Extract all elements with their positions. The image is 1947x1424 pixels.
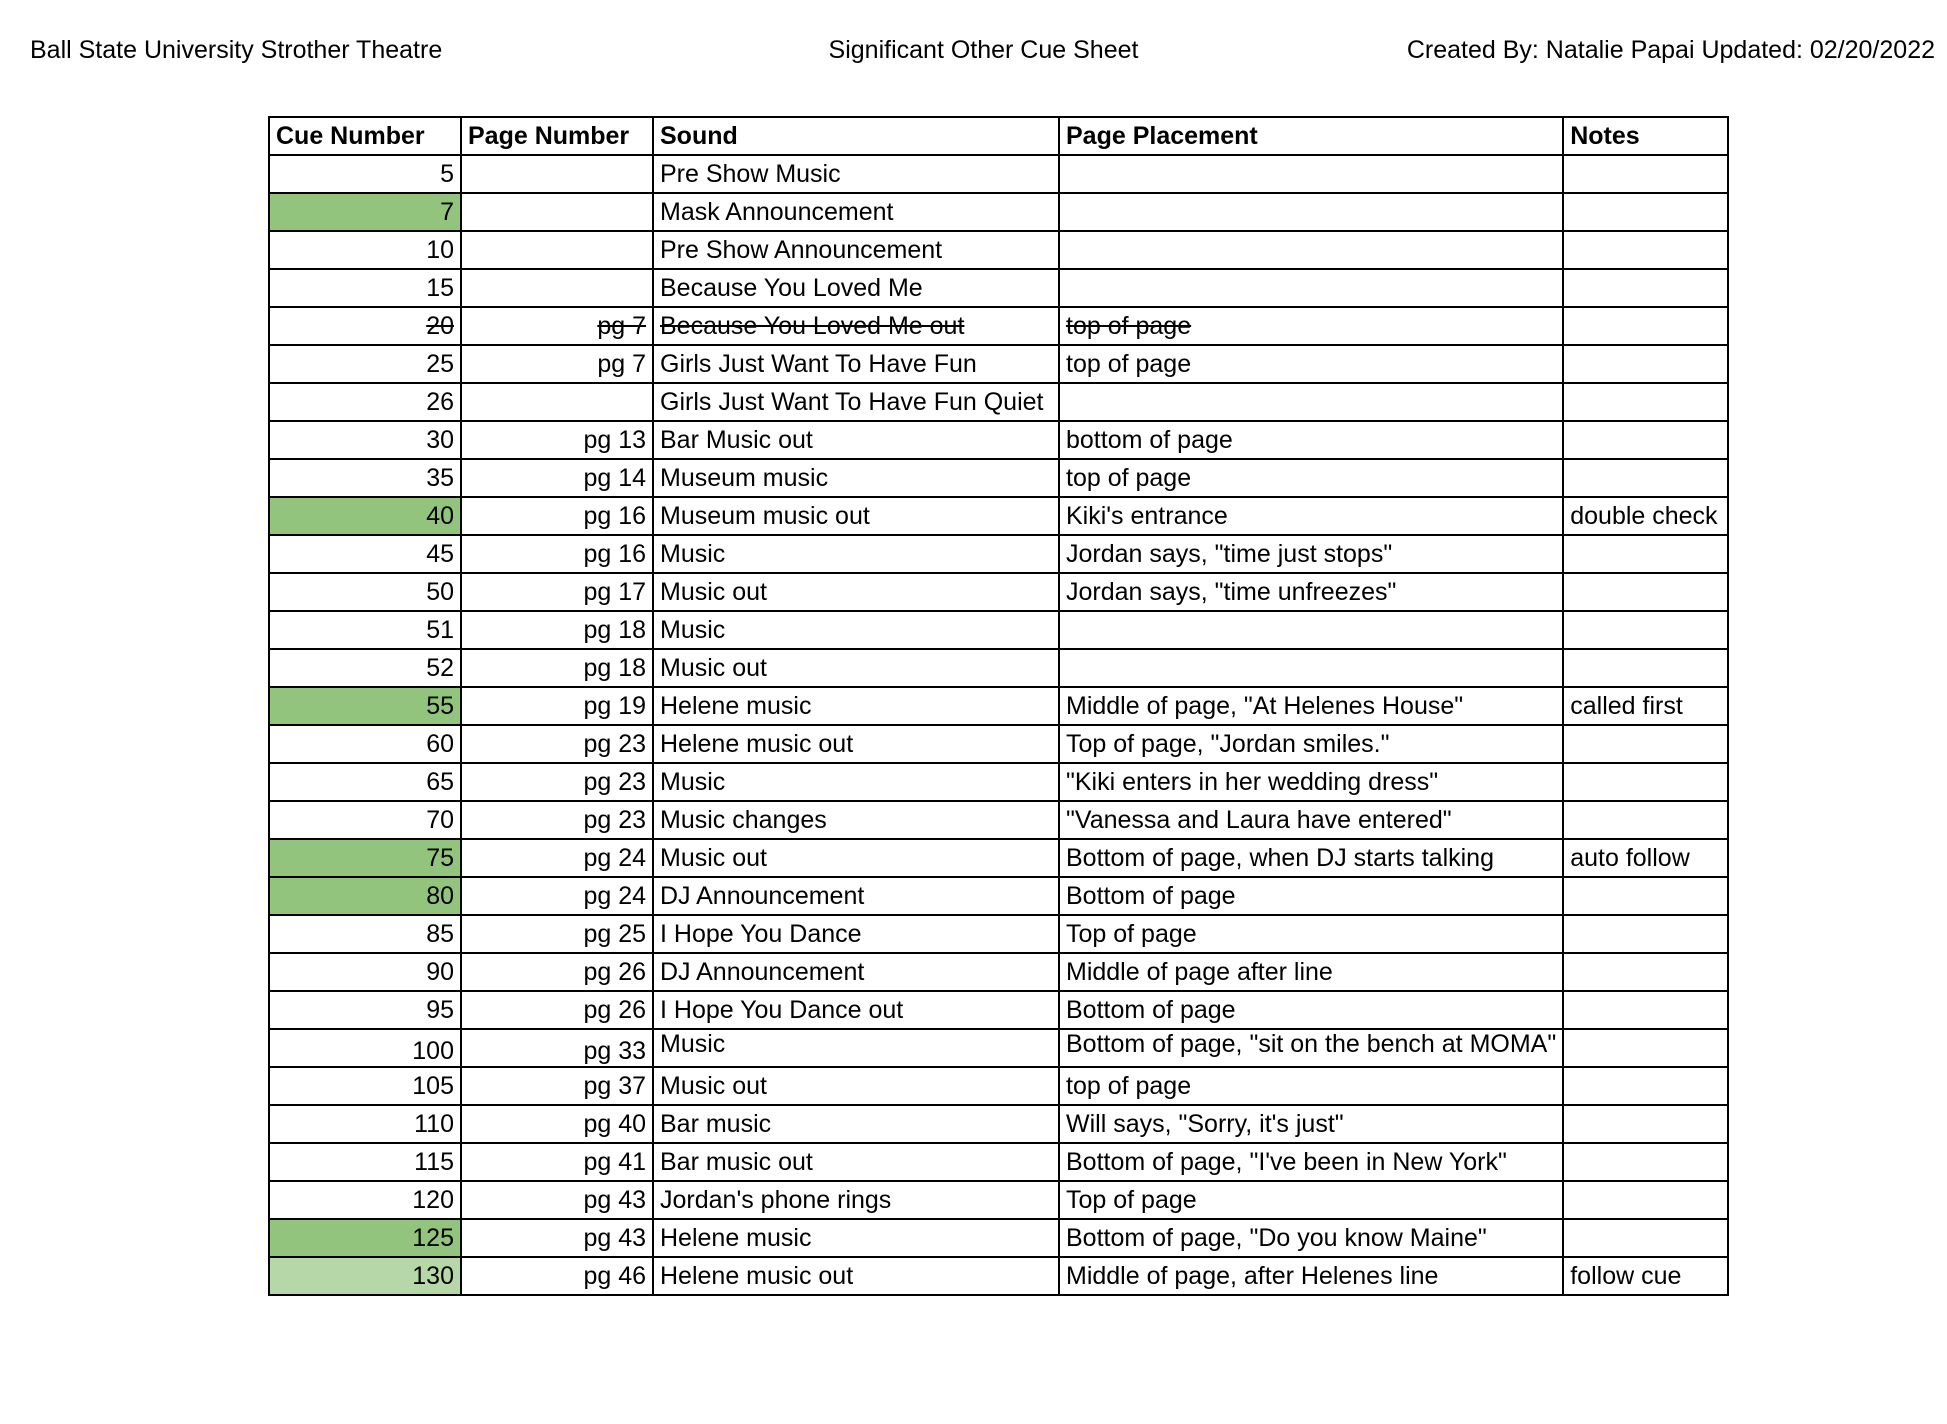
notes-cell <box>1563 383 1728 421</box>
sound-cell: Because You Loved Me <box>653 269 1059 307</box>
table-row <box>269 915 1728 953</box>
sound-cell: Girls Just Want To Have Fun <box>653 345 1059 383</box>
page-number-cell <box>461 155 653 193</box>
page-placement-cell <box>1059 231 1563 269</box>
notes-cell <box>1563 991 1728 1029</box>
table-row <box>269 1181 1728 1219</box>
table-row <box>269 345 1728 383</box>
notes-cell: called first <box>1563 687 1728 725</box>
notes-cell <box>1563 611 1728 649</box>
column-header-notes: Notes <box>1563 117 1728 155</box>
page-number-cell: pg 17 <box>461 573 653 611</box>
column-header-cue-number: Cue Number <box>269 117 461 155</box>
cue-number-cell: 95 <box>269 991 461 1029</box>
table-row <box>269 763 1728 801</box>
table-row <box>269 991 1728 1029</box>
page-number-cell: pg 26 <box>461 953 653 991</box>
page-placement-cell <box>1059 649 1563 687</box>
cue-number-cell: 115 <box>269 1143 461 1181</box>
page-placement-cell: Bottom of page, "Do you know Maine" <box>1059 1219 1563 1257</box>
notes-cell <box>1563 231 1728 269</box>
table-row <box>269 1257 1728 1295</box>
cue-number-cell: 75 <box>269 839 461 877</box>
page-number-cell <box>461 231 653 269</box>
table-row <box>269 611 1728 649</box>
notes-cell <box>1563 421 1728 459</box>
notes-cell <box>1563 1029 1728 1067</box>
sound-cell: Pre Show Music <box>653 155 1059 193</box>
cue-number-cell: 85 <box>269 915 461 953</box>
column-header-page-number: Page Number <box>461 117 653 155</box>
sound-cell: DJ Announcement <box>653 877 1059 915</box>
sound-cell: Helene music out <box>653 1257 1059 1295</box>
notes-cell <box>1563 269 1728 307</box>
cue-number-cell: 105 <box>269 1067 461 1105</box>
table-row <box>269 725 1728 763</box>
header-institution: Ball State University Strother Theatre <box>30 36 443 64</box>
page-placement-cell: top of page <box>1059 459 1563 497</box>
notes-cell <box>1563 915 1728 953</box>
table-row <box>269 839 1728 877</box>
sound-cell: Music out <box>653 649 1059 687</box>
page-number-cell: pg 23 <box>461 801 653 839</box>
page-number-cell: pg 40 <box>461 1105 653 1143</box>
cue-number-cell: 55 <box>269 687 461 725</box>
notes-cell <box>1563 1143 1728 1181</box>
sound-cell: Museum music <box>653 459 1059 497</box>
notes-cell <box>1563 307 1728 345</box>
sound-cell: I Hope You Dance <box>653 915 1059 953</box>
table-row <box>269 687 1728 725</box>
table-row <box>269 1143 1728 1181</box>
notes-cell: follow cue <box>1563 1257 1728 1295</box>
page-number-cell: pg 41 <box>461 1143 653 1181</box>
column-header-sound: Sound <box>653 117 1059 155</box>
page-number-cell: pg 26 <box>461 991 653 1029</box>
page-number-cell: pg 37 <box>461 1067 653 1105</box>
page-placement-cell: bottom of page <box>1059 421 1563 459</box>
notes-cell: auto follow <box>1563 839 1728 877</box>
page-placement-cell: top of page <box>1059 307 1563 345</box>
table-row <box>269 1219 1728 1257</box>
page-placement-cell: Middle of page, after Helenes line <box>1059 1257 1563 1295</box>
table-row <box>269 801 1728 839</box>
page-number-cell: pg 18 <box>461 611 653 649</box>
sound-cell: Girls Just Want To Have Fun Quiet <box>653 383 1059 421</box>
sound-cell: Music out <box>653 573 1059 611</box>
cue-number-cell: 51 <box>269 611 461 649</box>
cue-number-cell: 50 <box>269 573 461 611</box>
cue-number-cell: 80 <box>269 877 461 915</box>
cue-table <box>268 116 1729 1296</box>
table-row <box>269 421 1728 459</box>
header-row <box>269 117 1728 155</box>
table-row <box>269 155 1728 193</box>
cue-number-cell: 26 <box>269 383 461 421</box>
page-placement-cell: Bottom of page, "sit on the bench at MOMA" <box>1059 1029 1563 1067</box>
notes-cell <box>1563 725 1728 763</box>
page-placement-cell <box>1059 611 1563 649</box>
cue-number-cell: 100 <box>269 1029 461 1067</box>
cue-number-cell: 52 <box>269 649 461 687</box>
page-placement-cell <box>1059 193 1563 231</box>
page-number-cell: pg 13 <box>461 421 653 459</box>
page-number-cell: pg 23 <box>461 763 653 801</box>
cue-number-cell: 125 <box>269 1219 461 1257</box>
page-placement-cell: Jordan says, "time just stops" <box>1059 535 1563 573</box>
sound-cell: Bar music <box>653 1105 1059 1143</box>
cue-number-cell: 60 <box>269 725 461 763</box>
page-number-cell: pg 16 <box>461 497 653 535</box>
table-row <box>269 307 1728 345</box>
page-number-cell: pg 24 <box>461 877 653 915</box>
sound-cell: Music <box>653 763 1059 801</box>
notes-cell <box>1563 649 1728 687</box>
page-number-cell: pg 18 <box>461 649 653 687</box>
sound-cell: Helene music <box>653 1219 1059 1257</box>
column-header-page-placement: Page Placement <box>1059 117 1563 155</box>
page-number-cell: pg 7 <box>461 307 653 345</box>
page-placement-cell: Jordan says, "time unfreezes" <box>1059 573 1563 611</box>
page-placement-cell: "Vanessa and Laura have entered" <box>1059 801 1563 839</box>
notes-cell <box>1563 1219 1728 1257</box>
sound-cell: Music <box>653 611 1059 649</box>
notes-cell <box>1563 155 1728 193</box>
notes-cell: double check <box>1563 497 1728 535</box>
page-number-cell: pg 43 <box>461 1181 653 1219</box>
page-placement-cell: "Kiki enters in her wedding dress" <box>1059 763 1563 801</box>
page-placement-cell: Kiki's entrance <box>1059 497 1563 535</box>
page-placement-cell: Middle of page after line <box>1059 953 1563 991</box>
page-number-cell: pg 25 <box>461 915 653 953</box>
sound-cell: Music <box>653 1029 1059 1067</box>
cue-number-cell: 5 <box>269 155 461 193</box>
page-placement-cell: Bottom of page, "I've been in New York" <box>1059 1143 1563 1181</box>
table-row <box>269 1029 1728 1067</box>
notes-cell <box>1563 1181 1728 1219</box>
table-row <box>269 497 1728 535</box>
cue-number-cell: 65 <box>269 763 461 801</box>
page-number-cell: pg 14 <box>461 459 653 497</box>
page-placement-cell: Bottom of page <box>1059 991 1563 1029</box>
notes-cell <box>1563 1067 1728 1105</box>
cue-number-cell: 120 <box>269 1181 461 1219</box>
cue-number-cell: 90 <box>269 953 461 991</box>
page-number-cell: pg 19 <box>461 687 653 725</box>
page-placement-cell: top of page <box>1059 1067 1563 1105</box>
page-placement-cell <box>1059 269 1563 307</box>
page-number-cell <box>461 383 653 421</box>
table-row <box>269 1067 1728 1105</box>
header-author-date: Created By: Natalie Papai Updated: 02/20/2022 <box>1406 36 1935 64</box>
sound-cell: Jordan's phone rings <box>653 1181 1059 1219</box>
cue-number-cell: 25 <box>269 345 461 383</box>
notes-cell <box>1563 193 1728 231</box>
notes-cell <box>1563 877 1728 915</box>
table-row <box>269 649 1728 687</box>
cue-number-cell: 40 <box>269 497 461 535</box>
page-placement-cell: Will says, "Sorry, it's just" <box>1059 1105 1563 1143</box>
sound-cell: Helene music <box>653 687 1059 725</box>
sound-cell: Mask Announcement <box>653 193 1059 231</box>
header-title: Significant Other Cue Sheet <box>828 36 1139 64</box>
sound-cell: I Hope You Dance out <box>653 991 1059 1029</box>
page-placement-cell <box>1059 383 1563 421</box>
sound-cell: Music <box>653 535 1059 573</box>
notes-cell <box>1563 535 1728 573</box>
page-number-cell <box>461 193 653 231</box>
sound-cell: DJ Announcement <box>653 953 1059 991</box>
table-row <box>269 459 1728 497</box>
table-row <box>269 231 1728 269</box>
page-placement-cell: Bottom of page <box>1059 877 1563 915</box>
sound-cell: Music changes <box>653 801 1059 839</box>
page-number-cell: pg 24 <box>461 839 653 877</box>
notes-cell <box>1563 573 1728 611</box>
table-row <box>269 383 1728 421</box>
table-row <box>269 193 1728 231</box>
page-number-cell: pg 46 <box>461 1257 653 1295</box>
page-placement-cell: Middle of page, "At Helenes House" <box>1059 687 1563 725</box>
notes-cell <box>1563 953 1728 991</box>
page-number-cell: pg 43 <box>461 1219 653 1257</box>
table-row <box>269 573 1728 611</box>
page-placement-cell: Top of page, "Jordan smiles." <box>1059 725 1563 763</box>
cue-number-cell: 7 <box>269 193 461 231</box>
cue-number-cell: 45 <box>269 535 461 573</box>
notes-cell <box>1563 801 1728 839</box>
sound-cell: Bar Music out <box>653 421 1059 459</box>
sound-cell: Music out <box>653 839 1059 877</box>
sound-cell: Bar music out <box>653 1143 1059 1181</box>
page-number-cell: pg 33 <box>461 1029 653 1067</box>
page-placement-cell: Top of page <box>1059 1181 1563 1219</box>
page-placement-cell <box>1059 155 1563 193</box>
cue-number-cell: 10 <box>269 231 461 269</box>
notes-cell <box>1563 345 1728 383</box>
table-row <box>269 877 1728 915</box>
page-placement-cell: Bottom of page, when DJ starts talking <box>1059 839 1563 877</box>
notes-cell <box>1563 459 1728 497</box>
notes-cell <box>1563 1105 1728 1143</box>
table-row <box>269 953 1728 991</box>
page-placement-cell: top of page <box>1059 345 1563 383</box>
table-row <box>269 1105 1728 1143</box>
cue-table-body <box>269 155 1728 1295</box>
table-row <box>269 269 1728 307</box>
sound-cell: Helene music out <box>653 725 1059 763</box>
cue-number-cell: 20 <box>269 307 461 345</box>
sound-cell: Museum music out <box>653 497 1059 535</box>
cue-number-cell: 70 <box>269 801 461 839</box>
sound-cell: Because You Loved Me out <box>653 307 1059 345</box>
page-number-cell: pg 23 <box>461 725 653 763</box>
page-number-cell: pg 7 <box>461 345 653 383</box>
page-number-cell: pg 16 <box>461 535 653 573</box>
cue-number-cell: 35 <box>269 459 461 497</box>
cue-number-cell: 15 <box>269 269 461 307</box>
page-placement-cell: Top of page <box>1059 915 1563 953</box>
table-row <box>269 535 1728 573</box>
notes-cell <box>1563 763 1728 801</box>
page-number-cell <box>461 269 653 307</box>
sound-cell: Music out <box>653 1067 1059 1105</box>
sound-cell: Pre Show Announcement <box>653 231 1059 269</box>
cue-table-header <box>269 117 1728 155</box>
cue-number-cell: 130 <box>269 1257 461 1295</box>
cue-number-cell: 110 <box>269 1105 461 1143</box>
cue-number-cell: 30 <box>269 421 461 459</box>
